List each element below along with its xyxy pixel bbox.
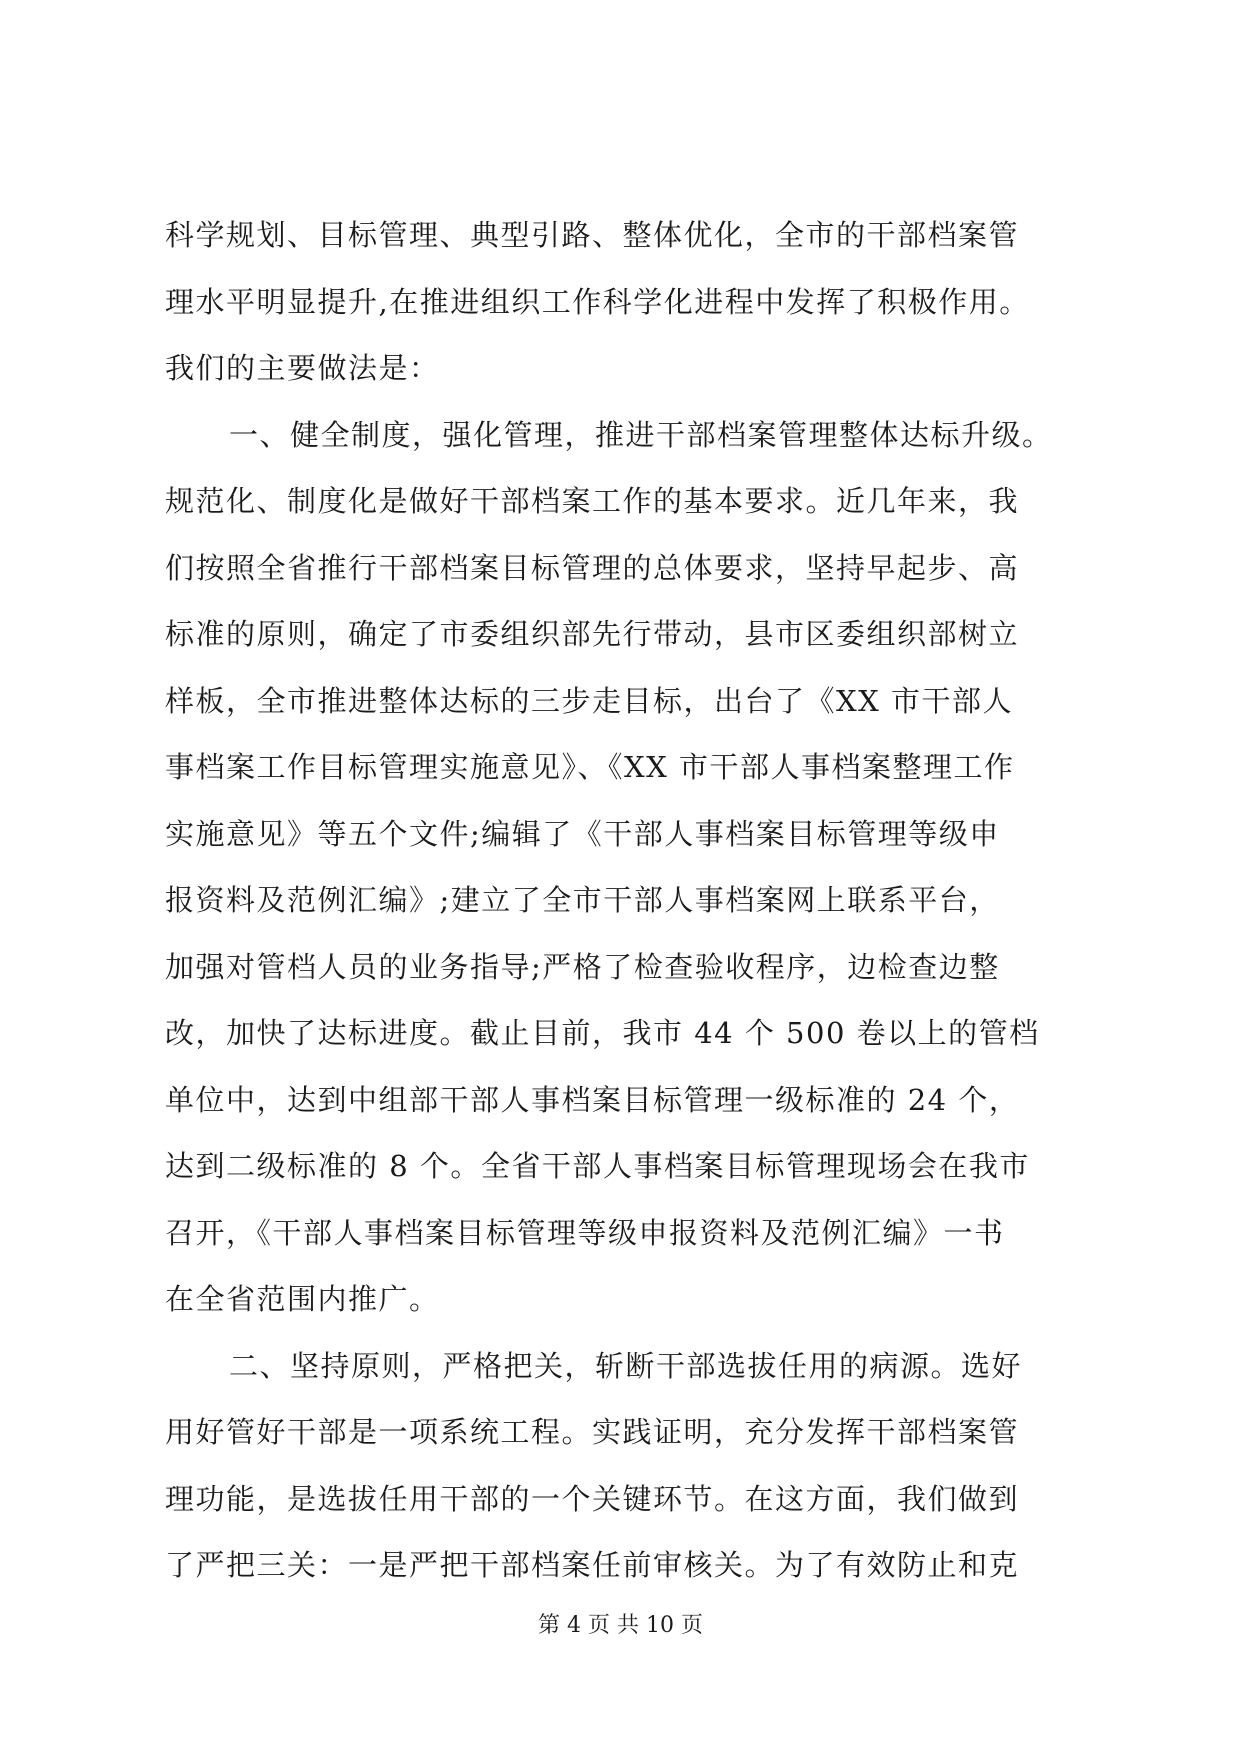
text-line: 了严把三关：一是严把干部档案任前审核关。为了有效防止和克 [165,1548,1020,1582]
text-line: 理水平明显提升,在推进组织工作科学化进程中发挥了积极作用。 [165,284,1030,319]
text-line: 在全省范围内推广。 [165,1282,440,1316]
text-line: 单位中，达到中组部干部人事档案目标管理一级标准的 24 个， [165,1082,1020,1117]
text-line: 我们的主要做法是： [165,351,440,385]
text-line: 二、坚持原则，严格把关，斩断干部选拔任用的病源。选好 [229,1348,1023,1383]
text-line: 一、健全制度，强化管理，推进干部档案管理整体达标升级。 [229,417,1053,452]
document-body [165,202,1105,1599]
text-line: 理功能，是选拔任用干部的一个关键环节。在这方面，我们做到 [165,1481,1020,1516]
text-line: 标准的原则，确定了市委组织部先行带动，县市区委组织部树立 [165,617,1020,651]
text-line: 用好管好干部是一项系统工程。实践证明，充分发挥干部档案管 [165,1415,1020,1449]
text-line: 科学规划、目标管理、典型引路、整体优化，全市的干部档案管 [165,218,1020,252]
text-line: 改，加快了达标进度。截止目前，我市 44 个 500 卷以上的管档 [165,1016,1040,1050]
text-line: 加强对管档人员的业务指导;严格了检查验收程序，边检查边整 [165,949,1000,984]
text-line: 报资料及范例汇编》;建立了全市干部人事档案网上联系平台， [165,883,1000,917]
text-line: 召开，《干部人事档案目标管理等级申报资料及范例汇编》一书 [165,1215,1005,1250]
page-footer: 第 4 页 共 10 页 [538,1613,703,1638]
text-line: 样板，全市推进整体达标的三步走目标，出台了《XX 市干部人 [165,683,1014,718]
text-line: 事档案工作目标管理实施意见》、《XX 市干部人事档案整理工作 [165,750,1015,784]
text-line: 达到二级标准的 8 个。全省干部人事档案目标管理现场会在我市 [165,1149,1030,1183]
text-line: 规范化、制度化是做好干部档案工作的基本要求。近几年来，我 [165,484,1020,518]
text-line: 实施意见》等五个文件;编辑了《干部人事档案目标管理等级申 [165,816,1000,851]
text-line: 们按照全省推行干部档案目标管理的总体要求，坚持早起步、高 [165,550,1020,585]
